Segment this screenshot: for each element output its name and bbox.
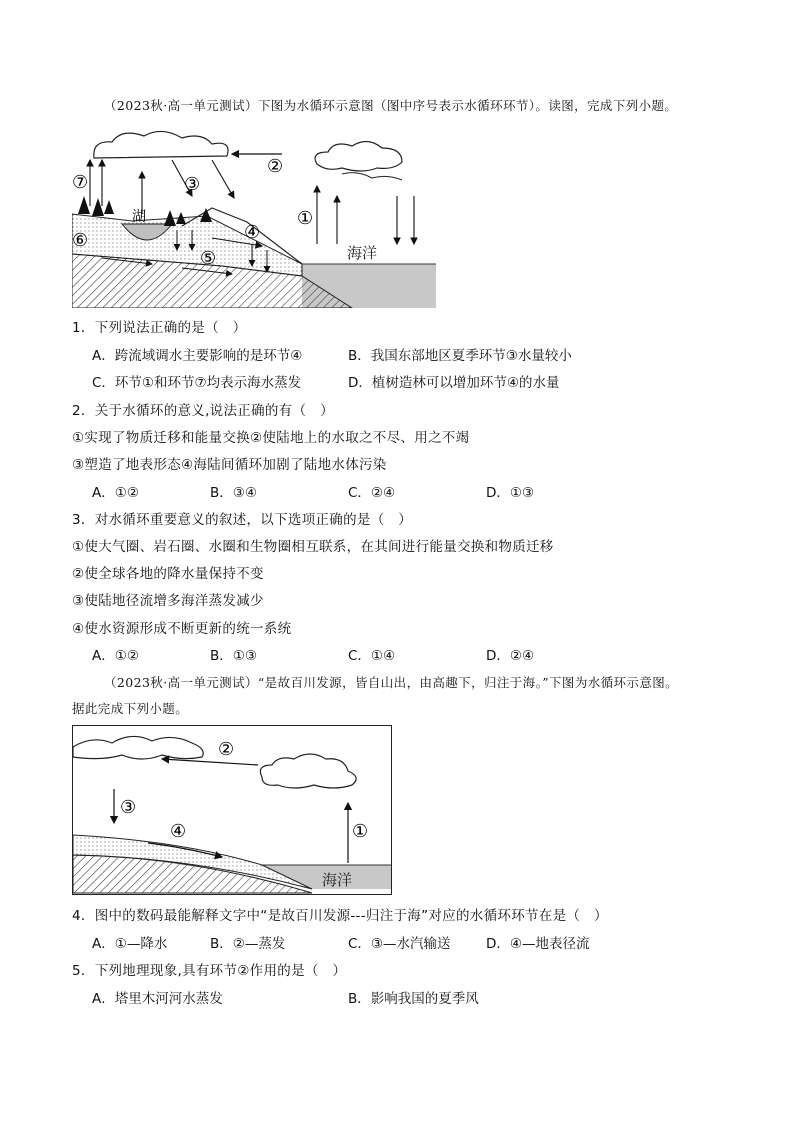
q3-statement-4: ④使水资源形成不断更新的统一系统	[72, 621, 292, 637]
q3-statement-3: ③使陆地径流增多海洋蒸发减少	[72, 593, 264, 609]
lake-label: 湖	[132, 209, 146, 225]
q5-option-b: B．影响我国的夏季风	[348, 991, 479, 1007]
q3-option-b: B．①③	[210, 648, 257, 664]
q2-option-d: D．①③	[486, 485, 535, 501]
q1-option-b: B．我国东部地区夏季环节③水量较小	[348, 348, 572, 364]
q3-option-d: D．②④	[486, 648, 535, 664]
q4-option-c: C．③—水汽输送	[348, 936, 451, 952]
ocean-label: 海洋	[322, 871, 353, 889]
label-4: ④	[170, 821, 187, 842]
q2-option-a: A．①②	[92, 485, 139, 501]
q2-statement-line2: ③塑造了地表形态④海陆间循环加剧了陆地水体污染	[72, 457, 387, 473]
q1-option-a: A．跨流域调水主要影响的是环节④	[92, 348, 303, 364]
label-2: ②	[218, 739, 235, 760]
q3-option-c: C．①④	[348, 648, 396, 664]
label-6: ⑥	[72, 230, 89, 251]
q4-stem: 4．图中的数码最能解释文字中“是故百川发源---归注于海”对应的水循环环节在是（ ）	[72, 908, 608, 924]
q3-statement-2: ②使全球各地的降水量保持不变	[72, 566, 264, 582]
label-1: ①	[352, 821, 369, 842]
passage1-intro: （2023秋·高一单元测试）下图为水循环示意图（图中序号表示水循环环节）。读图，完成下列小题。	[104, 98, 678, 113]
q3-stem: 3．对水循环重要意义的叙述，以下选项正确的是（ ）	[72, 512, 413, 528]
q5-stem: 5．下列地理现象,具有环节②作用的是（ ）	[72, 963, 347, 979]
q1-option-c: C．环节①和环节⑦均表示海水蒸发	[92, 375, 302, 391]
passage2-intro-line2: 据此完成下列小题。	[72, 701, 189, 716]
label-5: ⑤	[200, 248, 217, 269]
passage2-intro-line1: （2023秋·高一单元测试）“是故百川发源，皆自山出，由高趣下，归注于海。”下图为水循环示意图。	[104, 675, 679, 690]
land-cloud	[94, 131, 228, 158]
land-cloud	[73, 736, 203, 759]
q2-option-c: C．②④	[348, 485, 396, 501]
label-7: ⑦	[72, 172, 89, 193]
q4-option-b: B．②—蒸发	[210, 936, 286, 952]
label-3: ③	[184, 174, 201, 195]
label-2: ②	[267, 156, 284, 177]
label-4: ④	[244, 222, 261, 243]
q3-statement-1: ①使大气圈、岩石圈、水圈和生物圈相互联系，在其间进行能量交换和物质迁移	[72, 539, 554, 555]
q2-stem: 2．关于水循环的意义,说法正确的有（ ）	[72, 403, 334, 419]
q1-option-d: D．植树造林可以增加环节④的水量	[348, 375, 560, 391]
ocean-label: 海洋	[347, 244, 378, 262]
q1-stem: 1．下列说法正确的是（ ）	[72, 320, 247, 336]
q4-option-a: A．①—降水	[92, 936, 168, 952]
q2-option-b: B．③④	[210, 485, 257, 501]
q3-option-a: A．①②	[92, 648, 139, 664]
q2-statement-line1: ①实现了物质迁移和能量交换②使陆地上的水取之不尽、用之不竭	[72, 430, 470, 446]
label-3: ③	[120, 797, 137, 818]
label-1: ①	[297, 208, 314, 229]
ocean-cloud	[315, 141, 402, 171]
q4-option-d: D．④—地表径流	[486, 936, 590, 952]
water-cycle-figure-2	[72, 725, 392, 895]
water-cycle-figure-1	[72, 126, 436, 308]
q5-option-a: A．塔里木河河水蒸发	[92, 991, 223, 1007]
